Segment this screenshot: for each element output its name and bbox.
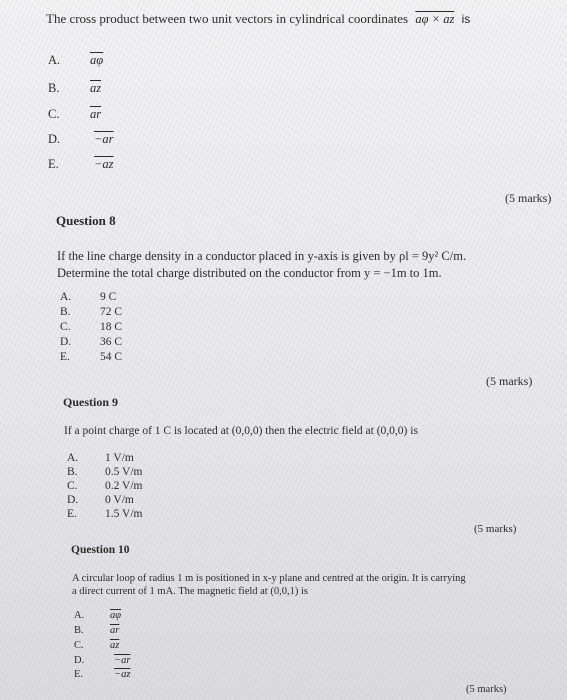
q9-marks: (5 marks) <box>474 523 517 535</box>
option-value: −az <box>94 157 114 171</box>
q7-option-b[interactable] <box>48 81 102 96</box>
option-value: −ar <box>94 132 114 146</box>
q9-text-line1: If a point charge of 1 C is located at (0,0,0) then the electric field at (0,0,0) is <box>64 425 418 437</box>
option-value: 0.2 V/m <box>105 480 143 492</box>
q9-option-c[interactable] <box>67 480 143 492</box>
q7-marks: (5 marks) <box>505 191 552 205</box>
q9-heading: Question 9 <box>63 395 119 409</box>
option-letter: E. <box>48 157 59 171</box>
q9-option-e[interactable] <box>67 508 143 520</box>
option-letter: A. <box>48 53 61 67</box>
option-value: 18 C <box>100 321 123 333</box>
option-letter: D. <box>48 132 61 146</box>
option-value: 9 C <box>100 291 117 303</box>
option-letter: A. <box>67 452 79 464</box>
option-value: $\overline{az}$ <box>110 640 120 651</box>
option-letter: B. <box>60 306 71 318</box>
option-letter: A. <box>60 291 72 303</box>
option-letter: C. <box>67 480 78 492</box>
option-value: 72 C <box>100 306 123 318</box>
option-value: $\overline{az}$ <box>90 81 102 95</box>
q8-option-d[interactable] <box>60 336 123 348</box>
option-letter: C. <box>60 321 71 333</box>
option-value: −ar <box>114 655 131 666</box>
option-letter: D. <box>60 336 72 348</box>
q8-option-c[interactable] <box>60 321 123 333</box>
q10-option-a[interactable] <box>74 610 122 621</box>
option-letter: D. <box>67 494 79 506</box>
option-value: 36 C <box>100 336 123 348</box>
q10-heading: Question 10 <box>71 544 130 556</box>
option-letter: B. <box>67 466 78 478</box>
q8-option-b[interactable] <box>60 306 123 318</box>
q7-option-c[interactable] <box>48 107 102 122</box>
option-value: 54 C <box>100 351 123 363</box>
option-value: 0 V/m <box>105 494 134 506</box>
option-value: 1 V/m <box>105 452 134 464</box>
option-value: 0.5 V/m <box>105 466 143 478</box>
q10-option-e[interactable] <box>74 669 131 680</box>
q10-marks: (5 marks) <box>466 684 507 695</box>
q7-prompt-text: The cross product between two unit vectors in cylindrical coordinates <box>46 11 409 26</box>
q7-expression: aφ × az <box>415 12 455 26</box>
option-value: 1.5 V/m <box>105 508 143 520</box>
q10-option-c[interactable] <box>74 640 120 651</box>
q8-option-a[interactable] <box>60 291 117 303</box>
q7-prompt <box>46 11 470 27</box>
option-letter: A. <box>74 610 85 621</box>
q9-option-d[interactable] <box>67 494 134 506</box>
q8-text-line1: If the line charge density in a conductor placed in y-axis is given by ρl = 9y² C/m. <box>57 249 467 263</box>
q9-option-a[interactable] <box>67 452 134 464</box>
q10-option-b[interactable] <box>74 625 120 636</box>
q7-option-d[interactable] <box>48 132 114 147</box>
option-letter: D. <box>74 655 85 666</box>
option-letter: C. <box>48 107 60 121</box>
q8-text-line2: Determine the total charge distributed on the conductor from y = −1m to 1m. <box>57 266 442 280</box>
q9-option-b[interactable] <box>67 466 143 478</box>
option-letter: E. <box>74 669 84 680</box>
option-letter: B. <box>74 625 84 636</box>
q7-option-e[interactable] <box>48 157 114 172</box>
option-letter: E. <box>60 351 70 363</box>
q10-option-d[interactable] <box>74 655 131 666</box>
option-value: $\overline{a\varphi}$ <box>110 610 122 621</box>
q10-text-line2: a direct current of 1 mA. The magnetic field at (0,0,1) is <box>72 586 308 597</box>
q10-text-line1: A circular loop of radius 1 m is positioned in x-y plane and centred at the origin. It is carrying <box>72 573 466 584</box>
option-value: $\overline{ar}$ <box>90 107 102 121</box>
q8-marks: (5 marks) <box>486 374 533 388</box>
option-value: $\overline{ar}$ <box>110 625 120 636</box>
q7-option-a[interactable] <box>48 53 104 68</box>
option-letter: B. <box>48 81 60 95</box>
q8-heading: Question 8 <box>56 213 116 228</box>
option-letter: E. <box>67 508 77 520</box>
option-value: $\overline{a\varphi}$ <box>90 53 104 67</box>
option-value: −az <box>114 669 131 680</box>
q8-option-e[interactable] <box>60 351 123 363</box>
q7-prompt-end: is <box>461 12 471 26</box>
option-letter: C. <box>74 640 84 651</box>
